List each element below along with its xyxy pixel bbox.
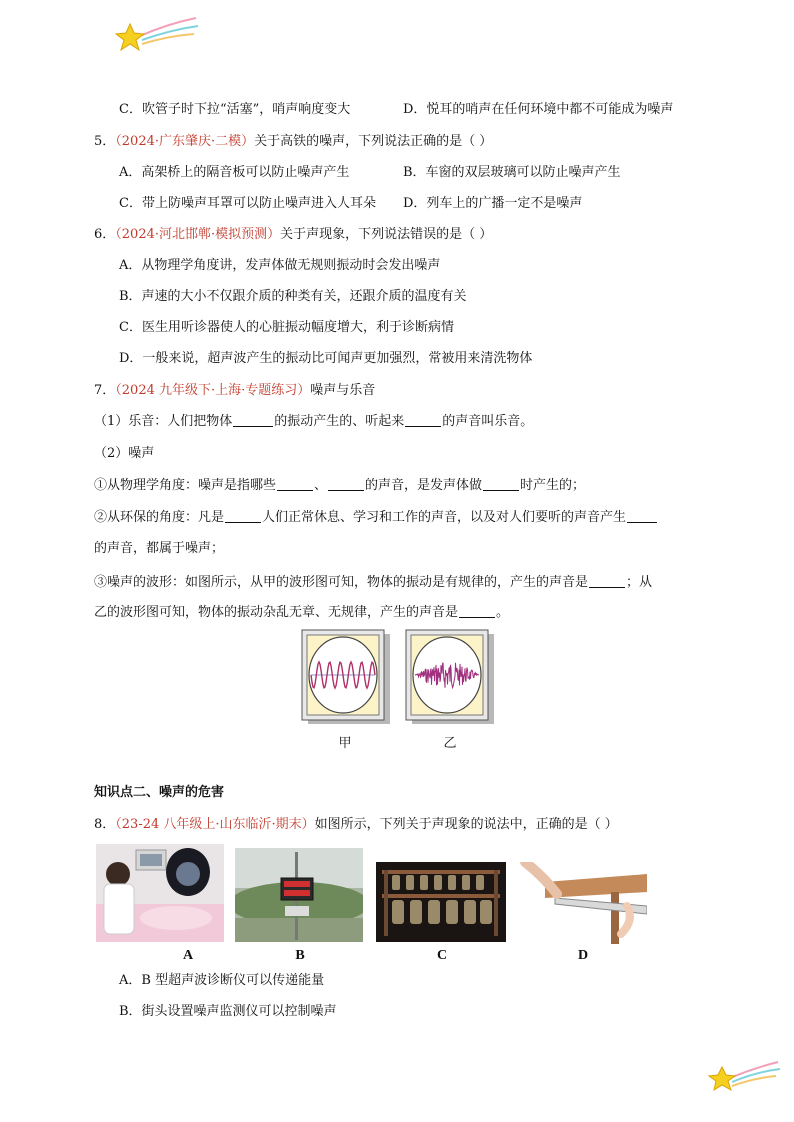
- question-text: 噪声与乐音: [310, 383, 376, 398]
- q6-option-b: B．声速的大小不仅跟介质的种类有关，还跟介质的温度有关: [119, 289, 467, 304]
- q7-sub-3-cont: 乙的波形图可知，物体的振动杂乱无章、无规律，产生的声音是 。: [94, 605, 510, 620]
- q5-option-d: D．列车上的广播一定不是噪声: [403, 196, 583, 211]
- shooting-star-icon: [706, 1058, 782, 1098]
- q7-sub-2-cont: 的声音，都属于噪声；: [94, 541, 225, 556]
- section-heading: 知识点二、噪声的危害: [94, 785, 225, 800]
- question-source: （2024·广东肇庆·二模）: [115, 134, 255, 149]
- question-8-stem: [94, 816, 618, 834]
- photo-label-b: B: [295, 948, 305, 963]
- oscilloscope-noise-figure: [404, 628, 496, 726]
- q4-option-d: D．悦耳的哨声在任何环境中都不可能成为噪声: [403, 102, 674, 117]
- q7-part-2: （2）噪声: [94, 446, 155, 461]
- figure-caption-jia: 甲: [338, 736, 352, 751]
- answer-blank[interactable]: [627, 509, 657, 523]
- question-number: 7．: [94, 383, 116, 398]
- photo-label-d: D: [577, 948, 589, 963]
- answer-blank[interactable]: [277, 477, 313, 491]
- question-source: （23-24 八年级上·山东临沂·期末）: [115, 817, 315, 832]
- q5-option-c: C．带上防噪声耳罩可以防止噪声进入人耳朵: [119, 196, 376, 211]
- answer-blank[interactable]: [233, 413, 273, 427]
- question-5-stem: [94, 133, 492, 151]
- shooting-star-icon: [112, 14, 200, 58]
- q7-sub-1: ①从物理学角度：噪声是指哪些 、 的声音，是发声体做 时产生的；: [94, 478, 586, 493]
- answer-blank[interactable]: [589, 574, 625, 588]
- question-number: 6．: [94, 227, 116, 242]
- answer-blank[interactable]: [459, 604, 495, 618]
- question-7-stem: [94, 382, 375, 400]
- question-text: 关于声现象，下列说法错误的是（ ）: [280, 227, 493, 242]
- q6-option-c: C．医生用听诊器使人的心脏振动幅度增大，利于诊断病情: [119, 320, 454, 335]
- oscilloscope-sine-figure: [300, 628, 392, 726]
- answer-blank[interactable]: [225, 509, 261, 523]
- question-text: 关于高铁的噪声，下列说法正确的是（ ）: [254, 134, 493, 149]
- question-source: （2024 九年级下·上海·专题练习）: [115, 383, 311, 398]
- ultrasound-doctor-image: [96, 844, 224, 942]
- ruler-table-image: [515, 862, 647, 944]
- q8-option-b: B．街头设置噪声监测仪可以控制噪声: [119, 1004, 337, 1019]
- q5-option-b: B．车窗的双层玻璃可以防止噪声产生: [403, 165, 621, 180]
- answer-blank[interactable]: [328, 477, 364, 491]
- question-6-stem: [94, 226, 492, 244]
- noise-monitor-image: [235, 848, 363, 942]
- q4-option-c: C．吹管子时下拉“活塞”，哨声响度变大: [119, 102, 351, 117]
- photo-label-a: A: [182, 948, 194, 963]
- q7-part-1: （1）乐音：人们把物体 的振动产生的、听起来 的声音叫乐音。: [94, 414, 534, 429]
- q5-option-a: A．高架桥上的隔音板可以防止噪声产生: [119, 165, 350, 180]
- question-text: 如图所示，下列关于声现象的说法中，正确的是（ ）: [314, 817, 618, 832]
- answer-blank[interactable]: [405, 413, 441, 427]
- chime-bells-image: [376, 862, 506, 942]
- q6-option-a: A．从物理学角度讲，发声体做无规则振动时会发出噪声: [119, 258, 441, 273]
- answer-blank[interactable]: [483, 477, 519, 491]
- q7-sub-3: ③噪声的波形：如图所示，从甲的波形图可知，物体的振动是有规律的，产生的声音是 ；从: [94, 575, 653, 590]
- question-number: 5．: [94, 134, 116, 149]
- question-number: 8．: [94, 817, 116, 832]
- q8-option-a: A．B 型超声波诊断仪可以传递能量: [119, 973, 325, 988]
- q6-option-d: D．一般来说，超声波产生的振动比可闻声更加强烈，常被用来清洗物体: [119, 351, 533, 366]
- photo-label-c: C: [436, 948, 448, 963]
- figure-caption-yi: 乙: [443, 736, 457, 751]
- question-source: （2024·河北邯郸·模拟预测）: [115, 227, 281, 242]
- q7-sub-2: ②从环保的角度：凡是 人们正常休息、学习和工作的声音，以及对人们要听的声音产生: [94, 509, 658, 527]
